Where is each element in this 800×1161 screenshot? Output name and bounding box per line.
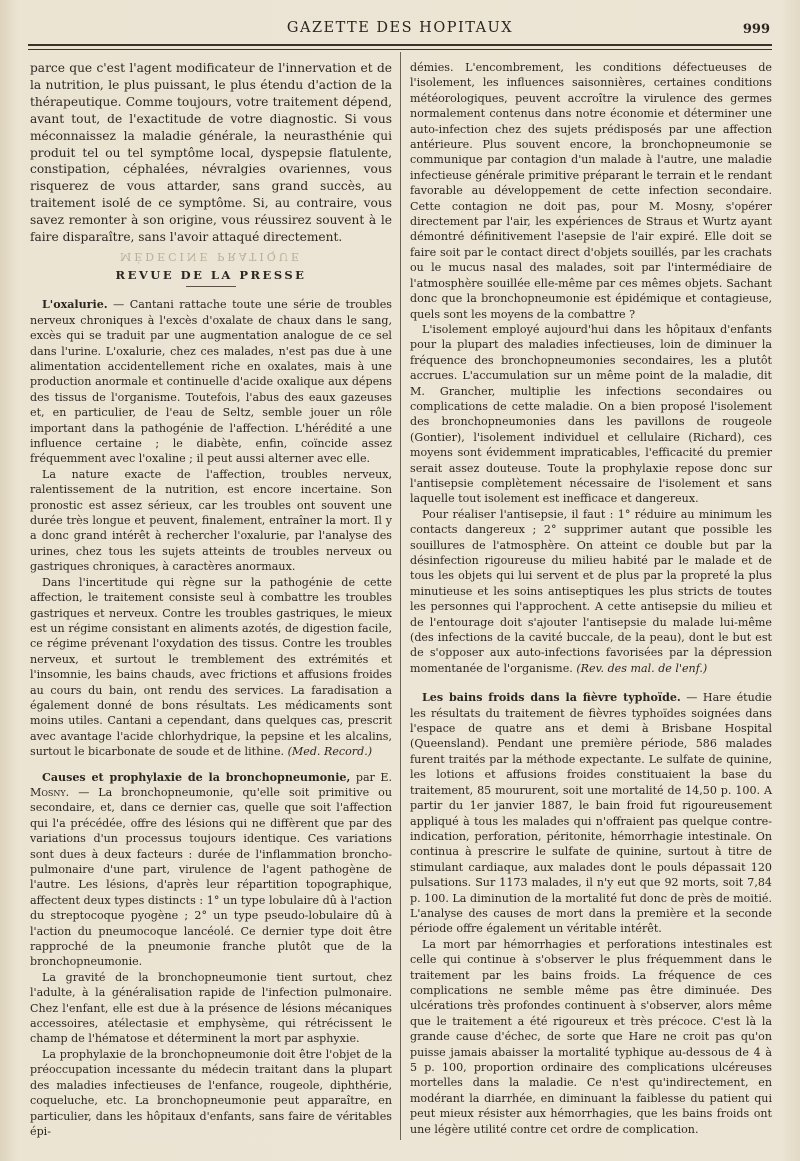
paragraph-text: Pour réaliser l'antisepsie, il faut : 1° réduire au minimum les contacts dangereux ; 2° supprimer autant que possible les souillures de l'atmosphère. On atteint ce double but par la désinfection rigoureuse du milieu habité par le malade et de tous les objets qui lui servent et de plus par la propreté la plus minutieuse et les soins antiseptiques les plus stricts de toutes les personnes qui l'approchent. A cette antisepsie du milieu et de l'entourage doit s'ajouter l'antisepsie du malade lui-même (des infections de la cavité buccale, de la peau), dont le but est de s'opposer aux auto-infections favorisées par la dépression momentanée de l'organisme.: [410, 507, 772, 675]
article-title: L'oxalurie.: [42, 298, 108, 312]
citation: (Med. Record.): [287, 745, 373, 759]
header-rule-thick: [28, 44, 772, 46]
paragraph: La gravité de la bronchopneumonie tient surtout, chez l'adulte, à la généralisation rapide de l'infection pulmonaire. Chez l'enfant, elle est due à la présence de lésions mécaniques accessoires, atélectasie et emphysème, qui rétrécissent le champ de l'hématose et déterminent la mort par asphyxie.: [30, 970, 392, 1046]
section-rule: [186, 286, 236, 287]
connector-text: par: [350, 770, 381, 784]
left-column: [30, 60, 392, 1139]
journal-title: GAZETTE DES HOPITAUX: [286, 20, 514, 36]
paragraph: [30, 575, 392, 760]
article-bains-froids: [410, 690, 772, 937]
paragraph-text: — La bronchopneumonie, qu'elle soit primitive ou secondaire, et, dans ce dernier cas, quelle que soit l'affection qui l'a précédée, offre des lésions qui ne diffèrent que par des variations d'un processus toujours identique. Ces variations sont dues à deux facteurs : durée de l'inflammation broncho-pulmonaire d'une part, virulence de l'agent pathogène de l'autre. Les lésions, d'après leur répartition topographique, affectent deux types distincts : 1° un type lobulaire dû à l'action du streptocoque pyogène ; 2° un type pseudo-lobulaire dû à l'action du pneumocoque lancéolé. Ce dernier type doit être rapproché de la pneumonie franche plutôt que de la bronchopneumonie.: [30, 785, 392, 969]
spacer: [410, 676, 772, 690]
paragraph: démies. L'encombrement, les conditions défectueuses de l'isolement, les influences saisonnières, certaines conditions météorologiques, peuvent accroître la virulence des germes normalement contenus dans notre économie et déterminer une auto-infection chez des sujets prédisposés par une affection antérieure. Plus souvent encore, la bronchopneumonie se communique par contagion d'un malade à l'autre, une maladie infectieuse générale primitive préparant le terrain et le rendant favorable au développement de cette infection secondaire. Cette contagion ne doit pas, pour M. Mosny, s'opérer directement par l'air, les expériences de Straus et Wurtz ayant démontré définitivement l'asepsie de l'air expiré. Elle doit se faire soit par le contact direct d'objets souillés, par les crachats ou le mucus nasal des malades, soit par l'intermédiaire de l'atmosphère souillée elle-même par ces mêmes objets. Sachant donc que la bronchopneumonie est épidémique et contagieuse, quels sont les moyens de la combattre ?: [410, 61, 772, 321]
paragraph: [410, 507, 772, 676]
right-column: [410, 60, 772, 1137]
column-divider: [400, 52, 401, 1140]
article-bronchopneumonie: [30, 770, 392, 970]
page-number: 999: [742, 22, 770, 37]
paragraph-text: — Hare étudie les résultats du traitement de fièvres typhoïdes soignées dans l'espace de quatre ans et demi à Brisbane Hospital (Queensland). Pendant une première période, 586 malades furent traités par la méthode expectante. Le sulfate de quinine, les lotions et affusions froides constituaient la base du traitement, 85 moururent, soit une mortalité de 14,50 p. 100. A partir du 1er janvier 1887, le bain froid fut rigoureusement appliqué à tous les malades qui n'offraient pas quelque contre-indication, perforation, péritonite, hémorrhagie intestinale. On continua à prescrire le sulfate de quinine, surtout à titre de stimulant cardiaque, aux malades dont le pouls dépassait 120 pulsations. Sur 1173 malades, il n'y eut que 92 morts, soit 7,84 p. 100. La diminution de la mortalité fut donc de près de moitié. L'analyse des causes de mort dans la première et la seconde période offre également un véritable intérêt.: [410, 691, 772, 936]
paragraph: La mort par hémorrhagies et perforations intestinales est celle qui continue à s'observer le plus fréquemment dans le traitement par les bains froids. La fréquence de ces complications ne semble même pas être diminuée. Des ulcérations très profondes continuent à s'observer, alors même que le traitement a été rigoureux et très précoce. C'est là la grande cause d'échec, de sorte que Hare ne croit pas qu'on puisse jamais abaisser la mortalité typhique au-dessous de 4 à 5 p. 100, proportion ordinaire des complications ulcéreuses mortelles dans la maladie. Ce n'est qu'indirectement, en modérant la diarrhée, en diminuant la faiblesse du patient qui peut mieux résister aux hémorrhagies, que les bains froids ont une légère utilité contre cet ordre de complication.: [410, 937, 772, 1136]
paragraph: parce que c'est l'agent modificateur de l'innervation et de la nutrition, le plus puissant, le plus étendu d'action de la thérapeutique. Comme toujours, votre traitement dépend, avant tout, de l'exactitude de votre diagnostic. Si vous méconnaissez la maladie générale, la neurasthénie qui produit tel ou tel symptôme local, dyspepsie flatulente, constipation, céphalées, névralgies ovariennes, vous risquerez de vous attarder, sans grand succès, au traitement isolé de ce symptôme. Si, au contraire, vous savez remonter à son origine, vous réussirez souvent à le faire disparaître, sans l'avoir attaqué directement.: [30, 61, 392, 245]
running-header: [30, 18, 770, 42]
bleed-through-text: MÉDECINE PRATIQUE: [119, 249, 303, 263]
paragraph-text: — Cantani rattache toute une série de troubles nerveux chroniques à l'excès d'oxalate de chaux dans le sang, excès qui se traduit par une augmentation analogue de ce sel dans l'urine. L'oxalurie, chez ces malades, n'est pas due à une alimentation accidentellement riche en oxalates, mais à une production anormale et continuelle d'acide oxalique aux dépens des tissus de l'organisme. Toutefois, l'abus des eaux gazeuses et, en particulier, de l'eau de Seltz, semble jouer un rôle important dans la pathogénie de l'affection. L'hérédité a une influence certaine ; le diabète, enfin, coïncide assez fréquemment avec l'oxaline ; il peut aussi alterner avec elle.: [30, 298, 392, 466]
paragraph-text: Dans l'incertitude qui règne sur la pathogénie de cette affection, le traitement consiste seul à combattre les troubles gastriques et nerveux. Contre les troubles gastriques, le mieux est un régime consistant en aliments azotés, de digestion facile, ce régime prévenant l'oxydation des tissus. Contre les troubles nerveux, et surtout le tremblement des extrémités et l'insomnie, les bains chauds, avec frictions et affusions froides au cours du bain, ont rendu des services. La faradisation a également donné de bons résultats. Les médicaments sont moins utiles. Cantani a cependant, dans quelques cas, prescrit avec avantage l'acide chlorhydrique, la pepsine et les alcalins, surtout le bicarbonate de soude et de lithine.: [30, 575, 392, 759]
paragraph: L'isolement employé aujourd'hui dans les hôpitaux d'enfants pour la plupart des maladies infectieuses, loin de diminuer la fréquence des bronchopneumonies secondaires, les a plutôt accrues. L'accumulation sur un même point de la maladie, dit M. Grancher, multiplie les infections secondaires ou complications de cette maladie. On a bien proposé l'isolement des bronchopneumonies dans les pavillons de rougeole (Gontier), l'isolement individuel et cellulaire (Richard), ces moyens sont évidemment impraticables, l'efficacité du premier serait assez douteuse. Toute la prophylaxie repose donc sur l'antisepsie complètement nécessaire de l'isolement et sans laquelle tout isolement est inefficace et dangereux.: [410, 322, 772, 506]
paragraph: La nature exacte de l'affection, troubles nerveux, ralentissement de la nutrition, est encore incertaine. Son pronostic est assez sérieux, car les troubles ont souvent une durée très longue et peuvent, finalement, entraîner la mort. Il y a donc grand intérêt à rechercher l'oxalurie, par l'analyse des urines, chez tous les sujets atteints de troubles nerveux ou gastriques chroniques, à caractères anormaux.: [30, 467, 392, 574]
article-oxalurie: [30, 297, 392, 466]
article-title: Les bains froids dans la fièvre typhoïde.: [422, 691, 681, 705]
section-heading: REVUE DE LA PRESSE: [115, 267, 307, 282]
spacer: [30, 760, 392, 770]
header-rule-thin: [28, 49, 772, 50]
article-author: E. Mosny.: [30, 770, 392, 799]
article-title: Causes et prophylaxie de la bronchopneumonie,: [42, 770, 351, 784]
paragraph: La prophylaxie de la bronchopneumonie doit être l'objet de la préoccupation incessante du médecin traitant dans la plupart des maladies infectieuses de l'enfance, rougeole, diphthérie, coqueluche, etc. La bronchopneumonie peut apparaître, en particulier, dans les hôpitaux d'enfants, sans faire de véritables épi-: [30, 1047, 392, 1138]
citation: (Rev. des mal. de l'enf.): [576, 661, 708, 675]
